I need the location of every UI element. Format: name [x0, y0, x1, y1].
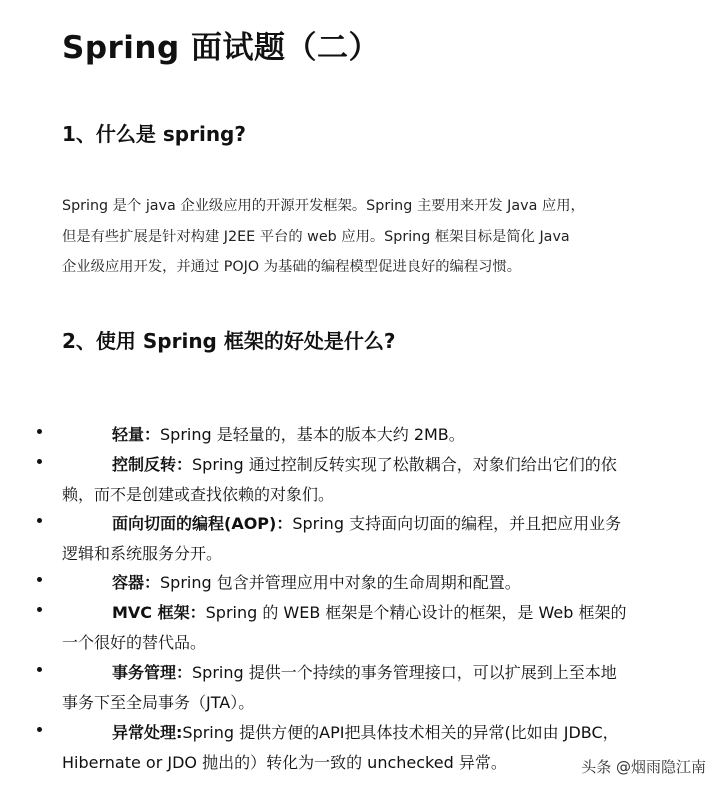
benefit-term: 控制反转：: [112, 455, 193, 474]
bullet-icon: [37, 518, 42, 523]
benefit-desc: Spring 的 WEB 框架是个精心设计的框架，是 Web 框架的: [205, 603, 627, 622]
benefit-desc: Spring 提供一个持续的事务管理接口，可以扩展到上至本地: [192, 663, 617, 682]
bullet-icon: [37, 577, 42, 582]
benefit-text: [62, 568, 658, 598]
benefit-desc: Spring 支持面向切面的编程，并且把应用业务: [292, 514, 622, 533]
benefit-desc: 逻辑和系统服务分开。: [62, 543, 223, 563]
benefit-desc: Spring 包含并管理应用中对象的生命周期和配置。: [160, 573, 521, 592]
bullet-icon: [37, 607, 42, 612]
benefit-desc: Spring 通过控制反转实现了松散耦合，对象们给出它们的依: [192, 455, 617, 474]
benefit-desc: Spring 提供方便的API把具体技术相关的异常(比如由 JDBC，: [182, 723, 619, 742]
benefit-term: 事务管理：: [112, 663, 193, 682]
benefit-text: [62, 658, 658, 717]
benefit-term: 容器：: [112, 573, 161, 592]
answer-line: Spring 是个 java 企业级应用的开源开发框架。Spring 主要用来开发 Java 应用，: [62, 198, 585, 214]
watermark: 头条 @烟雨隐江南: [581, 758, 706, 776]
answer-line: 但是有些扩展是针对构建 J2EE 平台的 web 应用。Spring 框架目标是简化 Java: [62, 228, 570, 245]
benefit-desc: 赖，而不是创建或查找依赖的对象们。: [62, 484, 335, 504]
bullet-icon: [37, 429, 42, 434]
question-1-answer: [62, 191, 662, 283]
bullet-icon: [37, 459, 42, 464]
benefit-text: [62, 450, 658, 509]
page-title: Spring 面试题（二）: [62, 30, 380, 66]
benefit-text: [62, 509, 658, 568]
benefit-term: 异常处理:: [112, 723, 183, 742]
benefit-desc: 一个很好的替代品。: [62, 632, 207, 652]
benefit-text: [62, 598, 658, 657]
question-1-heading: 1、什么是 spring?: [62, 122, 246, 146]
benefit-term: 面向切面的编程(AOP)：: [112, 514, 293, 533]
benefit-text: [62, 718, 658, 777]
benefit-desc: Spring 是轻量的，基本的版本大约 2MB。: [160, 425, 465, 444]
answer-line: 企业级应用开发，并通过 POJO 为基础的编程模型促进良好的编程习惯。: [62, 259, 522, 275]
bullet-icon: [37, 667, 42, 672]
benefit-desc: Hibernate or JDO 抛出的）转化为一致的 unchecked 异常。: [62, 752, 507, 772]
question-2-heading: 2、使用 Spring 框架的好处是什么?: [62, 329, 396, 353]
benefit-desc: 事务下至全局事务（JTA）。: [62, 692, 255, 712]
benefit-term: 轻量：: [112, 425, 161, 444]
bullet-icon: [37, 727, 42, 732]
benefit-text: [62, 420, 658, 450]
benefit-term: MVC 框架：: [112, 603, 206, 622]
